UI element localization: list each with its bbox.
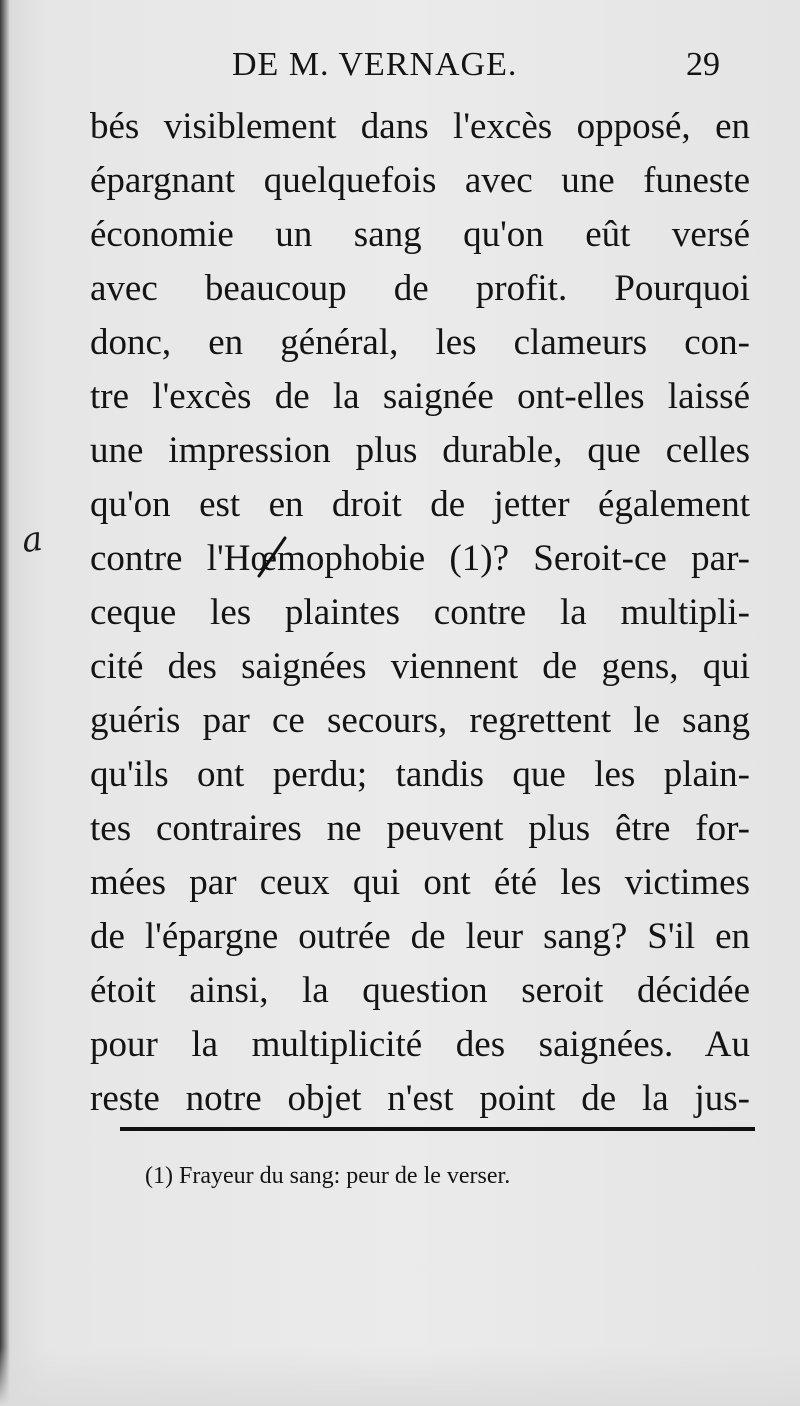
text-line: tre l'excès de la saignée ont-elles laissé	[90, 376, 750, 417]
text-line: contre l'Hœmophobie (1)? Seroit-ce par-	[90, 538, 750, 579]
text-line: étoit ainsi, la question seroit décidée	[90, 970, 750, 1011]
page-gutter-shadow	[0, 0, 10, 1406]
text-line: mées par ceux qui ont été les victimes	[90, 862, 750, 903]
handwritten-margin-note: a	[19, 518, 45, 562]
text-line: qu'on est en droit de jetter également	[90, 484, 750, 525]
footnote-rule	[120, 1127, 755, 1131]
text-line: une impression plus durable, que celles	[90, 430, 750, 471]
text-line: guéris par ce secours, regrettent le sang	[90, 700, 750, 741]
text-line: reste notre objet n'est point de la jus-	[90, 1078, 750, 1119]
page-number: 29	[686, 46, 720, 83]
text-line: pour la multiplicité des saignées. Au	[90, 1024, 750, 1065]
footnote: (1) Frayeur du sang: peur de le verser.	[145, 1163, 511, 1189]
body-text	[90, 100, 750, 1126]
text-line: tes contraires ne peuvent plus être for-	[90, 808, 750, 849]
page-bottom-shade	[0, 1346, 800, 1406]
text-line: bés visiblement dans l'excès opposé, en	[90, 106, 750, 147]
text-line: ceque les plaintes contre la multipli-	[90, 592, 750, 633]
text-line: avec beaucoup de profit. Pourquoi	[90, 268, 750, 309]
text-line: donc, en général, les clameurs con-	[90, 322, 750, 363]
text-line: économie un sang qu'on eût versé	[90, 214, 750, 255]
text-line: cité des saignées viennent de gens, qui	[90, 646, 750, 687]
text-line: de l'épargne outrée de leur sang? S'il en	[90, 916, 750, 957]
running-head: DE M. VERNAGE.	[232, 46, 518, 83]
text-line: qu'ils ont perdu; tandis que les plain-	[90, 754, 750, 795]
text-line: épargnant quelquefois avec une funeste	[90, 160, 750, 201]
